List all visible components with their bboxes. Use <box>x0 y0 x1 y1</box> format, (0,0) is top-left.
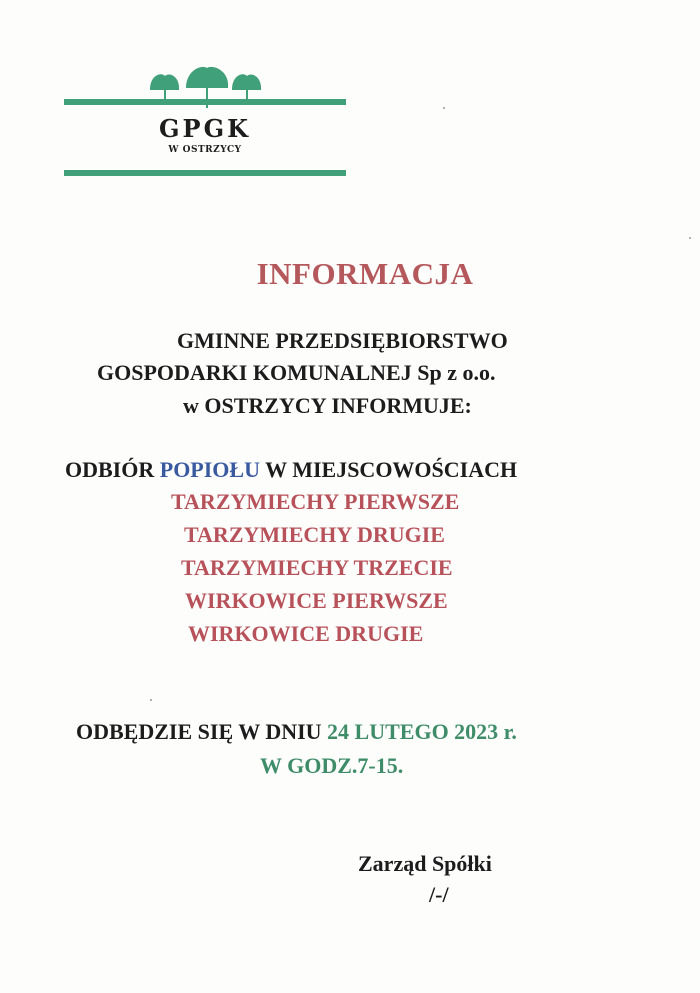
tree-middle-icon <box>186 67 228 88</box>
logo-top-bar <box>64 99 346 105</box>
collection-suffix: W MIEJSCOWOŚCIACH <box>265 457 518 482</box>
company-line-3: w OSTRZYCY INFORMUJE: <box>183 393 472 418</box>
place-item: WIRKOWICE PIERWSZE <box>185 588 448 613</box>
scan-speck <box>443 107 445 109</box>
collection-item: POPIOŁU <box>159 457 260 482</box>
place-item: TARZYMIECHY PIERWSZE <box>171 489 460 514</box>
scan-speck <box>150 699 152 701</box>
tree-right-icon <box>232 74 261 90</box>
tree-left-icon <box>150 74 179 90</box>
logo-subtitle: W OSTRZYCY <box>168 145 242 155</box>
place-item: WIRKOWICE DRUGIE <box>188 621 424 646</box>
collection-line <box>65 457 517 483</box>
scan-speck <box>689 237 691 239</box>
page-title: INFORMACJA <box>256 256 474 291</box>
collection-prefix: ODBIÓR <box>65 457 155 482</box>
logo-bottom-bar <box>64 170 346 176</box>
logo-text <box>130 116 280 156</box>
logo-name: GPGK <box>159 114 251 143</box>
signature-title: Zarząd Spółki <box>358 851 492 876</box>
schedule-hours: W GODZ.7-15. <box>260 753 404 778</box>
company-line-2: GOSPODARKI KOMUNALNEJ Sp z o.o. <box>97 360 496 385</box>
place-item: TARZYMIECHY DRUGIE <box>184 522 445 547</box>
schedule-line <box>76 719 517 745</box>
place-item: TARZYMIECHY TRZECIE <box>181 555 453 580</box>
signature-mark: /-/ <box>429 882 449 907</box>
company-line-1: GMINNE PRZEDSIĘBIORSTWO <box>177 328 508 353</box>
schedule-date: 24 LUTEGO 2023 r. <box>327 719 517 744</box>
company-logo <box>62 64 348 182</box>
schedule-prefix: ODBĘDZIE SIĘ W DNIU <box>76 719 322 744</box>
